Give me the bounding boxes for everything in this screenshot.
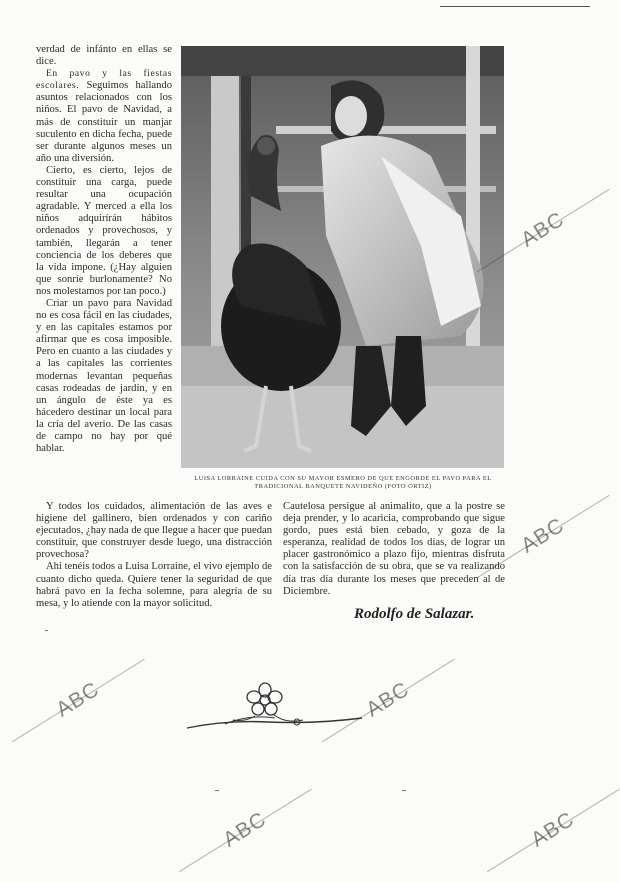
watermark-text: ABC (362, 677, 414, 722)
article-column-bottom-right (283, 501, 505, 605)
watermark-text: ABC (517, 207, 569, 252)
speck (402, 790, 406, 791)
paragraph-1: verdad de infánto en ellas se dice. (36, 44, 172, 68)
speck (45, 630, 48, 631)
paragraph-3: Cierto, es cierto, lejos de constituir una carga, puede resultar una ocupación agradable. Y merced a ella los niños adquirírán hábitos ordenados y provechosos, y también, llegarán a tener conciencia de los deberes que la vida impone. (¿Hay alguien que sonríe burlonamente? No nos molestamos por tan poco.) (36, 164, 172, 297)
watermark-text: ABC (517, 513, 569, 558)
paragraph-6: Ahi tenéis todos a Luisa Lorraine, el vivo ejemplo de cuanto dicho queda. Quiere tener la seguridad de que habrá pavo en la fecha solemne, para alegría de su mesa, y lo atiende con la mayor solicitud. (36, 561, 272, 609)
floral-ornament-icon (185, 680, 365, 745)
watermark-text: ABC (527, 807, 579, 852)
article-column-left (36, 44, 172, 496)
speck (215, 790, 219, 791)
author-signature: Rodolfo de Salazar. (354, 606, 475, 622)
photo-caption: LUISA LORRAINE CUIDA CON SU MAYOR ESMERO DE QUE ENGORDE EL PAVO PARA EL TRADICIONAL BANQUETE NAVIDEÑO (FOTO ORTIZ) (194, 475, 492, 490)
top-rule (440, 6, 590, 7)
section-lead: En pavo y las fiestas escolares. (36, 69, 172, 92)
article-column-bottom-left (36, 501, 272, 637)
paragraph-4: Criar un pavo para Navidad no es cosa fácil en las ciudades, y en las capitales estamos por afirmar que es cosa imposible. Pero en cuanto a las ciudades y a las capitales las corrientes modernas levantan pequeñas casas rodeadas de jardín, y en un ángulo de éste ya es hácedero destinar un local para la cría del averio. De las casas de campo no hay por qué hablar. (36, 297, 172, 455)
photo-woman-with-turkey (181, 46, 504, 468)
watermark-text: ABC (219, 807, 271, 852)
watermark-text: ABC (52, 677, 104, 722)
paragraph-7: Cautelosa persigue al animalito, que a la postre se deja prender, y lo acaricia, comprobando que sigue gordo, pues está bien cebado, y goza de la esperanza, realidad de todos los días, de lograr un placer gastronómico a plazo fijo, mientras disfruta con la satisfacción de su obra, que se va realizando día tras día durante los meses que preceden al de Diciembre. (283, 501, 505, 597)
paragraph-2: En pavo y las fiestas escolares. Seguimos hallando asuntos relacionados con los niños. El pavo de Navidad, a más de constituir un manjar suculento en dicha fecha, puede ser durante algunos meses un año una diversión. (36, 69, 172, 164)
paragraph-5: Y todos los cuidados, alimentación de las aves e higiene del gallinero, bien ordenados y con cariño ejecutados, ¿hay nada de que llegue a hacer que puedan constituir, que construyer desde luego, una distracción provechosa? (36, 501, 272, 561)
